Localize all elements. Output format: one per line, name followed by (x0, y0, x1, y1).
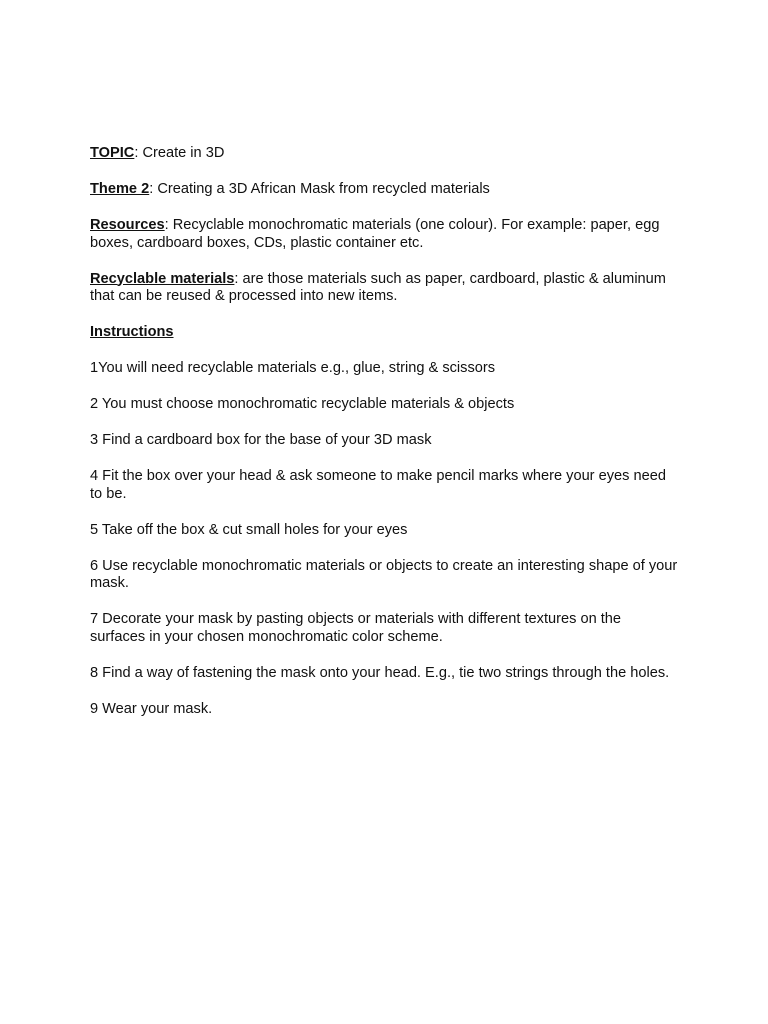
theme-line (90, 181, 680, 199)
instruction-step-5: 5 Take off the box & cut small holes for your eyes (90, 521, 408, 538)
instructions-heading: Instructions (90, 324, 174, 340)
theme-label: Theme 2 (90, 181, 150, 197)
recyclable-text: : are those materials such as paper, cardboard, plastic & aluminum that can be reused & processed into new items. (90, 270, 666, 304)
instruction-step-6: 6 Use recyclable monochromatic materials or objects to create an interesting shape of your mask. (90, 557, 678, 591)
resources-text: : Recyclable monochromatic materials (one colour). For example: paper, egg boxes, cardboard boxes, CDs, plastic container etc. (90, 217, 660, 251)
theme-text: : Creating a 3D African Mask from recycled materials (149, 181, 490, 197)
resources-paragraph (90, 217, 680, 252)
recyclable-label: Recyclable materials (90, 270, 235, 287)
instruction-step-8: 8 Find a way of fastening the mask onto your head. E.g., tie two strings through the holes. (90, 664, 670, 681)
instruction-step-3: 3 Find a cardboard box for the base of your 3D mask (90, 432, 432, 448)
instruction-step-9: 9 Wear your mask. (90, 700, 213, 717)
topic-label: TOPIC (90, 145, 135, 161)
instruction-step-4: 4 Fit the box over your head & ask someone to make pencil marks where your eyes need to be. (90, 468, 666, 502)
document-body (90, 145, 680, 737)
recyclable-paragraph (90, 271, 680, 306)
topic-line (90, 145, 680, 163)
instruction-step-1: 1You will need recyclable materials e.g., glue, string & scissors (90, 360, 496, 376)
resources-label: Resources (90, 217, 165, 233)
instruction-step-2: 2 You must choose monochromatic recyclable materials & objects (90, 396, 515, 412)
topic-text: : Create in 3D (134, 145, 225, 161)
instruction-step-7: 7 Decorate your mask by pasting objects or materials with different textures on the surfaces in your chosen monochromatic color scheme. (90, 611, 622, 645)
